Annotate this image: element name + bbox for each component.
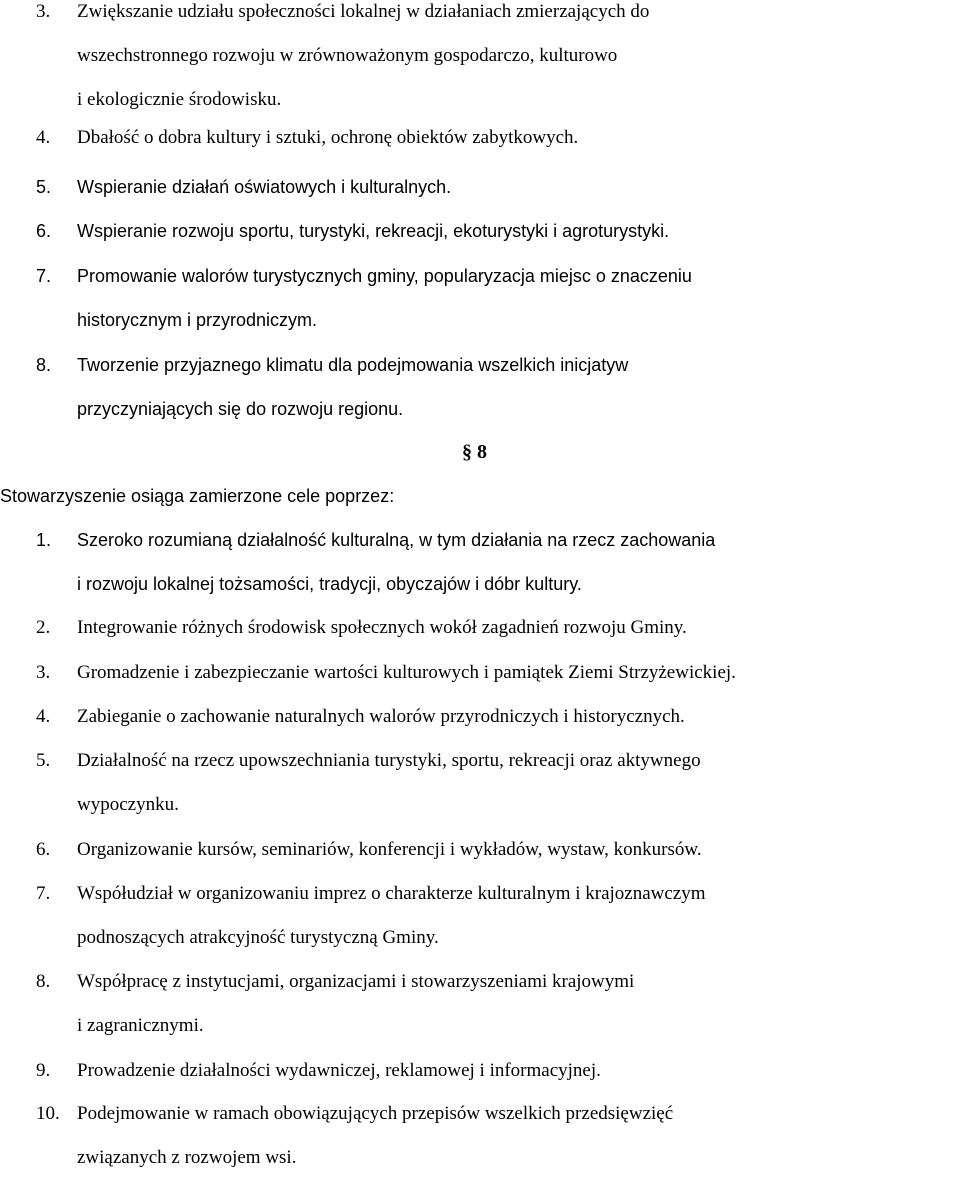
list-text: Integrowanie różnych środowisk społecznych wokół zagadnień rozwoju Gminy. <box>77 617 687 638</box>
list-number: 9. <box>36 1060 51 1081</box>
list-text: Tworzenie przyjaznego klimatu dla podejmowania wszelkich inicjatyw <box>77 355 629 375</box>
list-text: Dbałość o dobra kultury i sztuki, ochronę obiektów zabytkowych. <box>77 127 579 148</box>
list-number: 4. <box>36 706 51 727</box>
list-number: 7. <box>36 883 51 904</box>
list-number: 5. <box>36 177 52 197</box>
list-text: Organizowanie kursów, seminariów, konferencji i wykładów, wystaw, konkursów. <box>77 839 702 860</box>
list-number: 5. <box>36 750 51 771</box>
list-text: i ekologicznie środowisku. <box>77 89 282 110</box>
list-text: Gromadzenie i zabezpieczanie wartości kulturowych i pamiątek Ziemi Strzyżewickiej. <box>77 662 736 683</box>
list-text: Promowanie walorów turystycznych gminy, popularyzacja miejsc o znaczeniu <box>77 266 692 286</box>
list-text: związanych z rozwojem wsi. <box>77 1147 297 1168</box>
list-text: historycznym i przyrodniczym. <box>77 310 318 330</box>
list-number: 10. <box>36 1103 60 1124</box>
list-text: Wspieranie rozwoju sportu, turystyki, rekreacji, ekoturystyki i agroturystyki. <box>77 221 670 241</box>
list-text: i rozwoju lokalnej tożsamości, tradycji, obyczajów i dóbr kultury. <box>77 574 582 594</box>
list-text: Wspieranie działań oświatowych i kulturalnych. <box>77 177 452 197</box>
list-number: 4. <box>36 127 51 148</box>
list-text: Zabieganie o zachowanie naturalnych walorów przyrodniczych i historycznych. <box>77 706 685 727</box>
list-number: 7. <box>36 266 52 286</box>
list-text: i zagranicznymi. <box>77 1015 204 1036</box>
list-number: 3. <box>36 662 51 683</box>
list-text: Współpracę z instytucjami, organizacjami i stowarzyszeniami krajowymi <box>77 971 635 992</box>
list-number: 6. <box>36 839 51 860</box>
list-number: 8. <box>36 971 51 992</box>
list-text: wypoczynku. <box>77 794 179 815</box>
list-number: 3. <box>36 1 51 22</box>
list-text: Podejmowanie w ramach obowiązujących przepisów wszelkich przedsięwzięć <box>77 1103 674 1124</box>
list-text: przyczyniających się do rozwoju regionu. <box>77 399 404 419</box>
section-intro: Stowarzyszenie osiąga zamierzone cele poprzez: <box>0 486 395 506</box>
list-number: 8. <box>36 355 52 375</box>
list-text: Współudział w organizowaniu imprez o charakterze kulturalnym i krajoznawczym <box>77 883 706 904</box>
list-text: Szeroko rozumianą działalność kulturalną, w tym działania na rzecz zachowania <box>77 530 716 550</box>
list-number: 2. <box>36 617 51 638</box>
list-text: wszechstronnego rozwoju w zrównoważonym gospodarczo, kulturowo <box>77 45 618 66</box>
list-number: 1. <box>36 530 52 550</box>
list-text: Zwiększanie udziału społeczności lokalnej w działaniach zmierzających do <box>77 1 650 22</box>
list-text: Działalność na rzecz upowszechniania turystyki, sportu, rekreacji oraz aktywnego <box>77 750 701 771</box>
list-text: podnoszących atrakcyjność turystyczną Gminy. <box>77 927 439 948</box>
section-heading: § 8 <box>462 441 487 463</box>
list-text: Prowadzenie działalności wydawniczej, reklamowej i informacyjnej. <box>77 1060 601 1081</box>
list-number: 6. <box>36 221 52 241</box>
